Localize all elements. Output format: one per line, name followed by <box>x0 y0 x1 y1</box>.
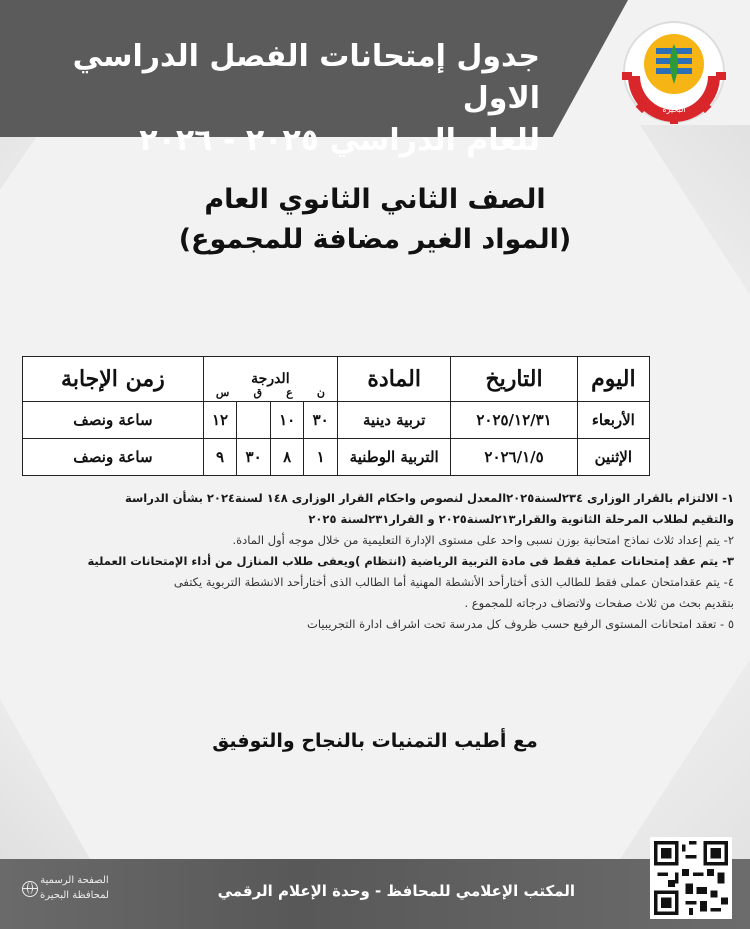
footer-page-line2: لمحافظة البحيرة <box>40 890 109 901</box>
logo-caption: البحيرة <box>662 105 686 114</box>
header-grade-col: س <box>215 386 230 399</box>
notes-list <box>22 488 734 635</box>
footer-office: المكتب الإعلامي للمحافظ - وحدة الإعلام الرقمي <box>217 882 575 900</box>
globe-icon <box>22 881 38 897</box>
header-time: زمن الإجابة <box>23 357 204 402</box>
subtitle-line-1: الصف الثاني الثانوي العام <box>204 184 546 215</box>
decor-corner <box>620 659 750 859</box>
decor-corner <box>0 699 90 859</box>
header-grade <box>203 357 337 402</box>
header-grade-label: الدرجة <box>251 371 290 387</box>
header-subject: المادة <box>337 357 450 402</box>
note-line: ٤- يتم عقدامتحان عملى فقط للطالب الذى أختارأحد الأنشطة المهنية أما الطالب الذى أختارأحد الانشطة التربوية يكتفى <box>173 575 734 589</box>
cell-date: ٢٠٢٦/١/٥ <box>451 439 577 476</box>
header-date: التاريخ <box>451 357 577 402</box>
header-day: اليوم <box>577 357 649 402</box>
header-grade-col: ق <box>253 386 262 399</box>
footer-official-page <box>40 873 109 903</box>
note-line: ١- الالتزام بالقرار الوزارى ٢٣٤لسنة٢٠٢٥المعدل لنصوص واحكام القرار الوزارى ١٤٨ لسنة٢٠٢٤ بشأن الدراسة <box>124 491 734 505</box>
cell-day: الإثنين <box>577 439 649 476</box>
header-grade-col: ع <box>286 386 293 399</box>
header-grade-col: ن <box>316 386 325 399</box>
table-header-row <box>23 357 650 402</box>
note-line: ٣- يتم عقد إمتحانات عملية فقط فى مادة التربية الرياضية (انتظام )ويعفى طلاب المنازل من أداء الإمتحانات العملية <box>87 554 734 568</box>
qr-code[interactable] <box>650 837 732 919</box>
subtitle-line-2: (المواد الغير مضافة للمجموع) <box>178 224 572 255</box>
table-row <box>23 402 650 439</box>
governorate-logo <box>620 18 728 126</box>
cell-grade: ٣٠ <box>304 402 338 439</box>
cell-time: ساعة ونصف <box>23 439 204 476</box>
cell-grade <box>237 402 271 439</box>
cell-grade: ١٢ <box>203 402 237 439</box>
title-line-1: جدول إمتحانات الفصل الدراسي الاول <box>72 39 540 116</box>
exam-schedule-table <box>22 356 650 476</box>
cell-grade: ٣٠ <box>237 439 271 476</box>
table-row <box>23 439 650 476</box>
note-line: ٥ - تعقد امتحانات المستوى الرفيع حسب ظروف كل مدرسة تحت اشراف ادارة التجريبيات <box>307 617 734 631</box>
note-line: بتقديم بحث من ثلاث صفحات ولاتضاف درجاته للمجموع . <box>464 596 734 610</box>
cell-date: ٢٠٢٥/١٢/٣١ <box>451 402 577 439</box>
note-line: ٢- يتم إعداد ثلاث نماذج امتحانية بوزن نسبى واحد على مستوى الإدارة التعليمية من خلال موجه أول المادة. <box>232 533 734 547</box>
footer-page-line1: الصفحة الرسمية <box>40 875 109 886</box>
cell-subject: تربية دينية <box>337 402 450 439</box>
note-line: والتقيم لطلاب المرحلة الثانوية والقرار٢١٣لسنة٢٠٢٥ و القرار٢٣١لسنة ٢٠٢٥ <box>308 512 734 526</box>
cell-grade: ٩ <box>203 439 237 476</box>
grade-heading <box>0 180 750 260</box>
title-line-2: للعام الدراسي ٢٠٢٥ - ٢٠٢٦ <box>139 123 540 158</box>
page-title <box>20 36 540 162</box>
cell-grade: ١ <box>304 439 338 476</box>
cell-grade: ٨ <box>270 439 304 476</box>
cell-subject: التربية الوطنية <box>337 439 450 476</box>
cell-day: الأربعاء <box>577 402 649 439</box>
cell-time: ساعة ونصف <box>23 402 204 439</box>
footer-bar <box>0 859 750 929</box>
closing-message: مع أطيب التمنيات بالنجاح والتوفيق <box>212 730 538 752</box>
cell-grade: ١٠ <box>270 402 304 439</box>
